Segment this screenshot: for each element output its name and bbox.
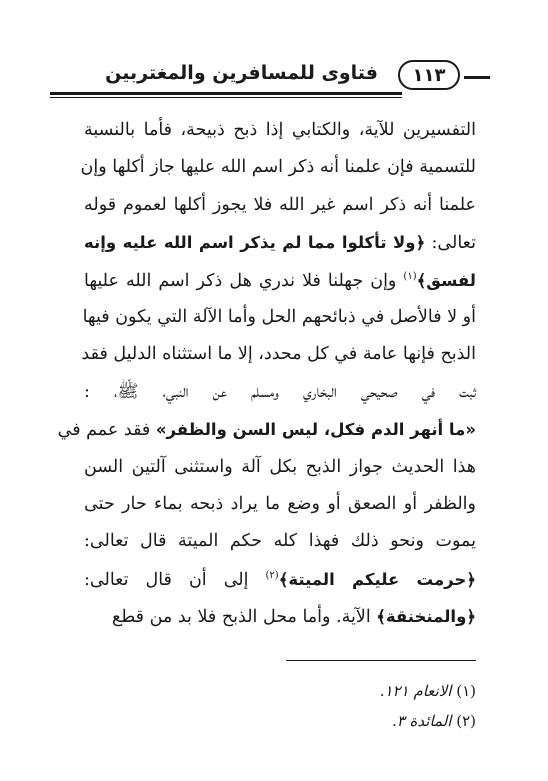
footnote-separator	[286, 660, 476, 661]
quoted-text: لفسق﴾	[416, 270, 476, 290]
header-rule	[50, 92, 402, 95]
text-segment: والظفر أو الصعق أو وضع ما يراد ذبحه بماء حار حتى	[84, 493, 476, 514]
text-line	[84, 374, 476, 411]
running-title: فتاوى للمسافرين والمغتربين	[105, 62, 378, 84]
quoted-text: ﴿حرمت عليكم الميتة﴾	[278, 569, 476, 589]
header-dash	[464, 76, 490, 79]
text-line	[84, 561, 476, 598]
text-segment: الذبح فإنها عامة في كل محدد، إلا ما استثناه الدليل فقد	[81, 344, 476, 365]
text-line	[81, 336, 476, 373]
text-segment: ثبت في صحيحي البخاري ومسلم عن النبي، ﷺ، :	[84, 381, 476, 402]
text-line	[84, 224, 476, 261]
text-line	[84, 299, 476, 336]
footnote-source: المائدة ٣.	[391, 712, 452, 730]
footnote-source: الانعام ١٢١.	[379, 682, 452, 700]
text-segment: أو لا فالأصل في ذبائحهم الحل وأما الآلة التي يكون فيها	[82, 306, 476, 327]
footnote-ref: (٢)	[265, 569, 279, 581]
page-header	[50, 54, 490, 100]
text-segment: يموت ونحو ذلك فهذا كله حكم الميتة قال تعالى:	[84, 531, 476, 552]
text-line	[84, 486, 476, 523]
text-line	[57, 411, 476, 448]
text-line	[84, 187, 476, 224]
footnotes	[380, 676, 476, 736]
header-rule-thin	[50, 97, 402, 98]
text-segment: للتسمية فإن علمنا أنه ذكر اسم الله عليها جاز أكلها وإن	[80, 157, 476, 178]
quoted-text: «ما أنهر الدم فكل، ليس السن والظفر»	[155, 420, 476, 440]
quoted-text: ﴿ولا تأكلوا مما لم يذكر اسم الله عليه وإنه	[84, 233, 426, 253]
text-line	[84, 262, 476, 299]
text-line	[84, 112, 476, 149]
quoted-text: ﴿والمنخنقة﴾	[376, 607, 476, 627]
text-line	[84, 598, 476, 635]
footnote-number: (١)	[456, 682, 476, 700]
page-number: ١١٣	[398, 60, 460, 90]
text-segment: وإن جهلنا فلا ندري هل ذكر اسم الله عليها	[84, 270, 404, 291]
footnote-2	[380, 706, 476, 736]
text-segment: علمنا أنه ذكر اسم غير الله فلا يجوز أكلها لعموم قوله	[84, 194, 476, 215]
text-line	[80, 149, 476, 186]
text-segment: تعالى:	[425, 233, 476, 254]
footnote-number: (٢)	[456, 712, 476, 730]
text-segment: الآية. وأما محل الذبح فلا بد من قطع	[112, 607, 377, 628]
footnote-ref: (١)	[403, 270, 417, 282]
text-segment: التفسيرين للآية، والكتابي إذا ذبح ذبيحة، فأما بالنسبة	[84, 120, 476, 140]
text-segment: فقد عمم في	[57, 420, 156, 441]
text-segment: إلى أن قال تعالى:	[84, 569, 266, 590]
text-line	[84, 449, 476, 486]
text-segment: هذا الحديث جواز الذبح بكل آلة واستثنى آلتين السن	[84, 456, 476, 477]
text-line	[84, 523, 476, 560]
body-text	[57, 112, 476, 635]
footnote-1	[380, 676, 476, 706]
